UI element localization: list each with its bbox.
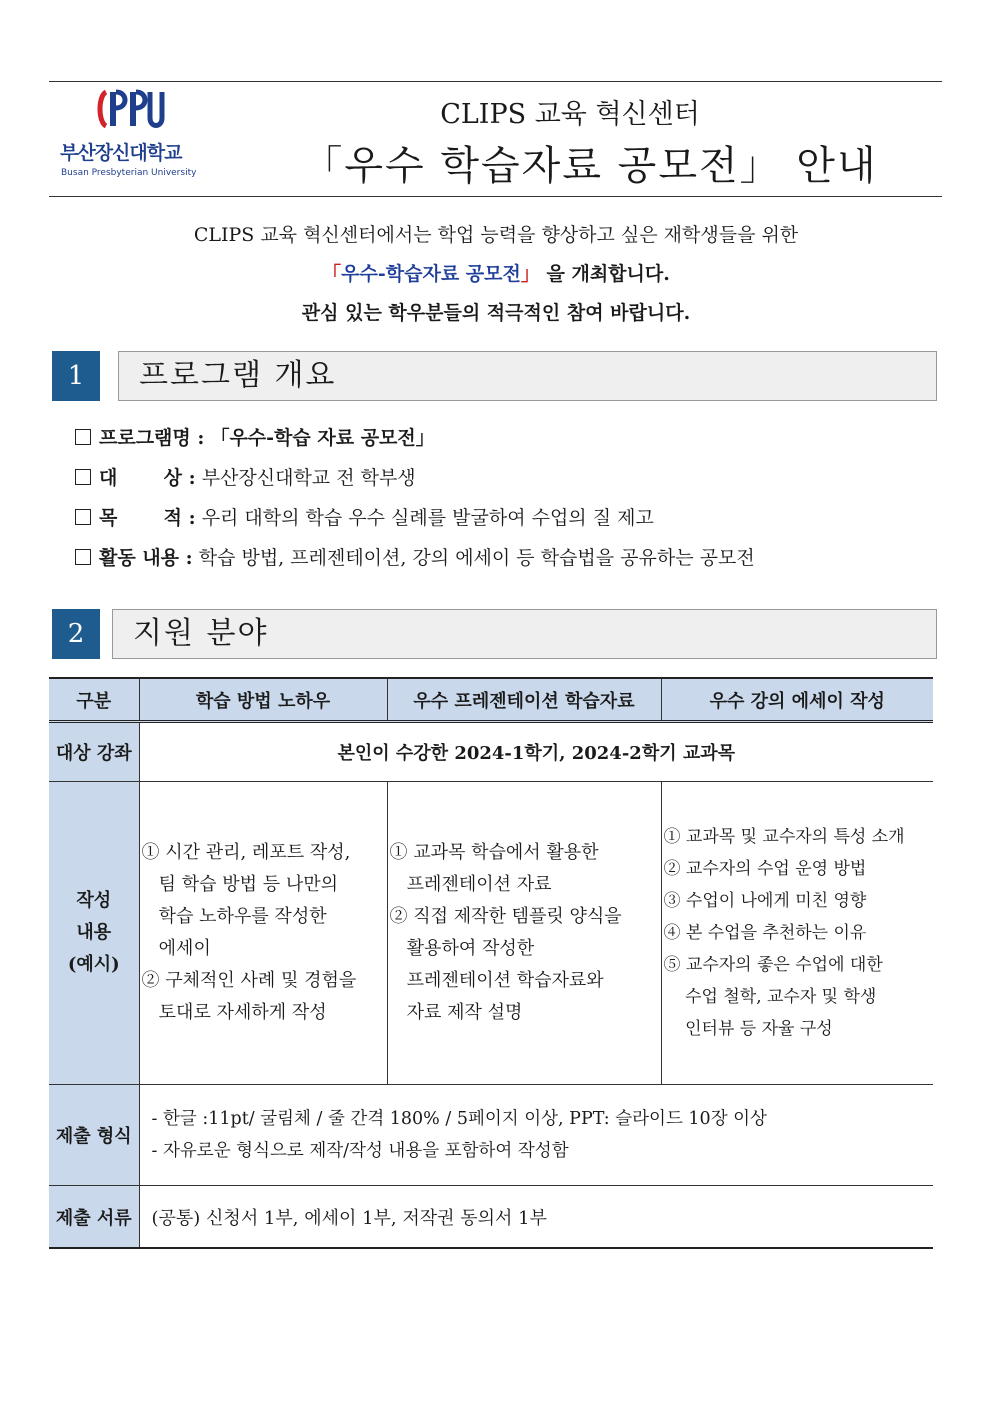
checkbox-icon (75, 549, 91, 565)
table-row-target (49, 722, 933, 782)
table-header-row (49, 678, 933, 722)
logo-subtitle: Busan Presbyterian University (61, 168, 197, 178)
section-1-number: 1 (52, 351, 100, 401)
intro-line-2 (0, 259, 992, 286)
section-1-title: 프로그램 개요 (118, 351, 937, 401)
content-essay: ① 교과목 및 교수자의 특성 소개 ② 교수자의 수업 운영 방법 ③ 수업이 나에게 미친 영향 ④ 본 수업을 추천하는 이유 ⑤ 교수자의 좋은 수업에 대한 수업 철학, 교수자 및 학생 인터뷰 등 자율 구성 (661, 782, 933, 1085)
section-2-number: 2 (52, 609, 100, 659)
university-logo (58, 88, 197, 188)
row-label-format: 제출 형식 (49, 1085, 139, 1186)
overview-item-target: 대 상 : 부산장신대학교 전 학부생 (75, 463, 416, 490)
intro-contest-name: 우수-학습자료 공모전 (341, 263, 521, 285)
intro-line-3: 관심 있는 학우분들의 적극적인 참여 바랍니다. (301, 302, 691, 324)
submission-documents: (공통) 신청서 1부, 에세이 1부, 저작권 동의서 1부 (139, 1186, 933, 1249)
logo-mark-icon (96, 88, 166, 130)
header-category: 구분 (49, 678, 139, 722)
logo-name: 부산장신대학교 (60, 142, 182, 164)
target-courses: 본인이 수강한 2024-1학기, 2024-2학기 교과목 (139, 722, 933, 782)
row-label-target: 대상 강좌 (49, 722, 139, 782)
header-bottom-rule (49, 196, 942, 197)
content-presentation: ① 교과목 학습에서 활용한 프레젠테이션 자료 ② 직접 제작한 템플릿 양식을 활용하여 작성한 프레젠테이션 학습자료와 자료 제작 설명 (387, 782, 661, 1085)
intro-line-2-rest: 을 개최합니다. (539, 263, 670, 285)
submission-format: - 한글 :11pt/ 굴림체 / 줄 간격 180% / 5페이지 이상, PPT: 슬라이드 10장 이상 - 자유로운 형식으로 제작/작성 내용을 포함하여 작성함 (139, 1085, 933, 1186)
top-rule (49, 81, 942, 82)
overview-item-activity: 활동 내용 : 학습 방법, 프레젠테이션, 강의 에세이 등 학습법을 공유하는 공모전 (75, 543, 755, 570)
header-essay: 우수 강의 에세이 작성 (661, 678, 933, 722)
row-label-documents: 제출 서류 (49, 1186, 139, 1249)
row-label-content: 작성 내용 (예시) (49, 782, 139, 1085)
overview-item-name: 프로그램명 : 「우수-학습 자료 공모전」 (75, 423, 435, 450)
checkbox-icon (75, 469, 91, 485)
overview-item-purpose: 목 적 : 우리 대학의 학습 우수 실례를 발굴하여 수업의 질 제고 (75, 503, 654, 530)
page-title: 「우수 학습자료 공모전」 안내 (302, 143, 878, 189)
checkbox-icon (75, 509, 91, 525)
header-presentation: 우수 프레젠테이션 학습자료 (387, 678, 661, 722)
header-subtitle: CLIPS 교육 혁신센터 (440, 99, 700, 130)
application-fields-table (49, 677, 933, 1249)
table-row-documents (49, 1186, 933, 1249)
header-study-method: 학습 방법 노하우 (139, 678, 387, 722)
checkbox-icon (75, 429, 91, 445)
section-2-title: 지원 분야 (112, 609, 937, 659)
intro-quote-open: 「 (322, 263, 342, 285)
table-row-format (49, 1085, 933, 1186)
intro-quote-close: 」 (520, 263, 540, 285)
content-study-method: ① 시간 관리, 레포트 작성, 팀 학습 방법 등 나만의 학습 노하우를 작성한 에세이 ② 구체적인 사례 및 경험을 토대로 자세하게 작성 (139, 782, 387, 1085)
table-row-content (49, 782, 933, 1085)
intro-line-1: CLIPS 교육 혁신센터에서는 학업 능력을 향상하고 싶은 재학생들을 위한 (193, 224, 799, 246)
